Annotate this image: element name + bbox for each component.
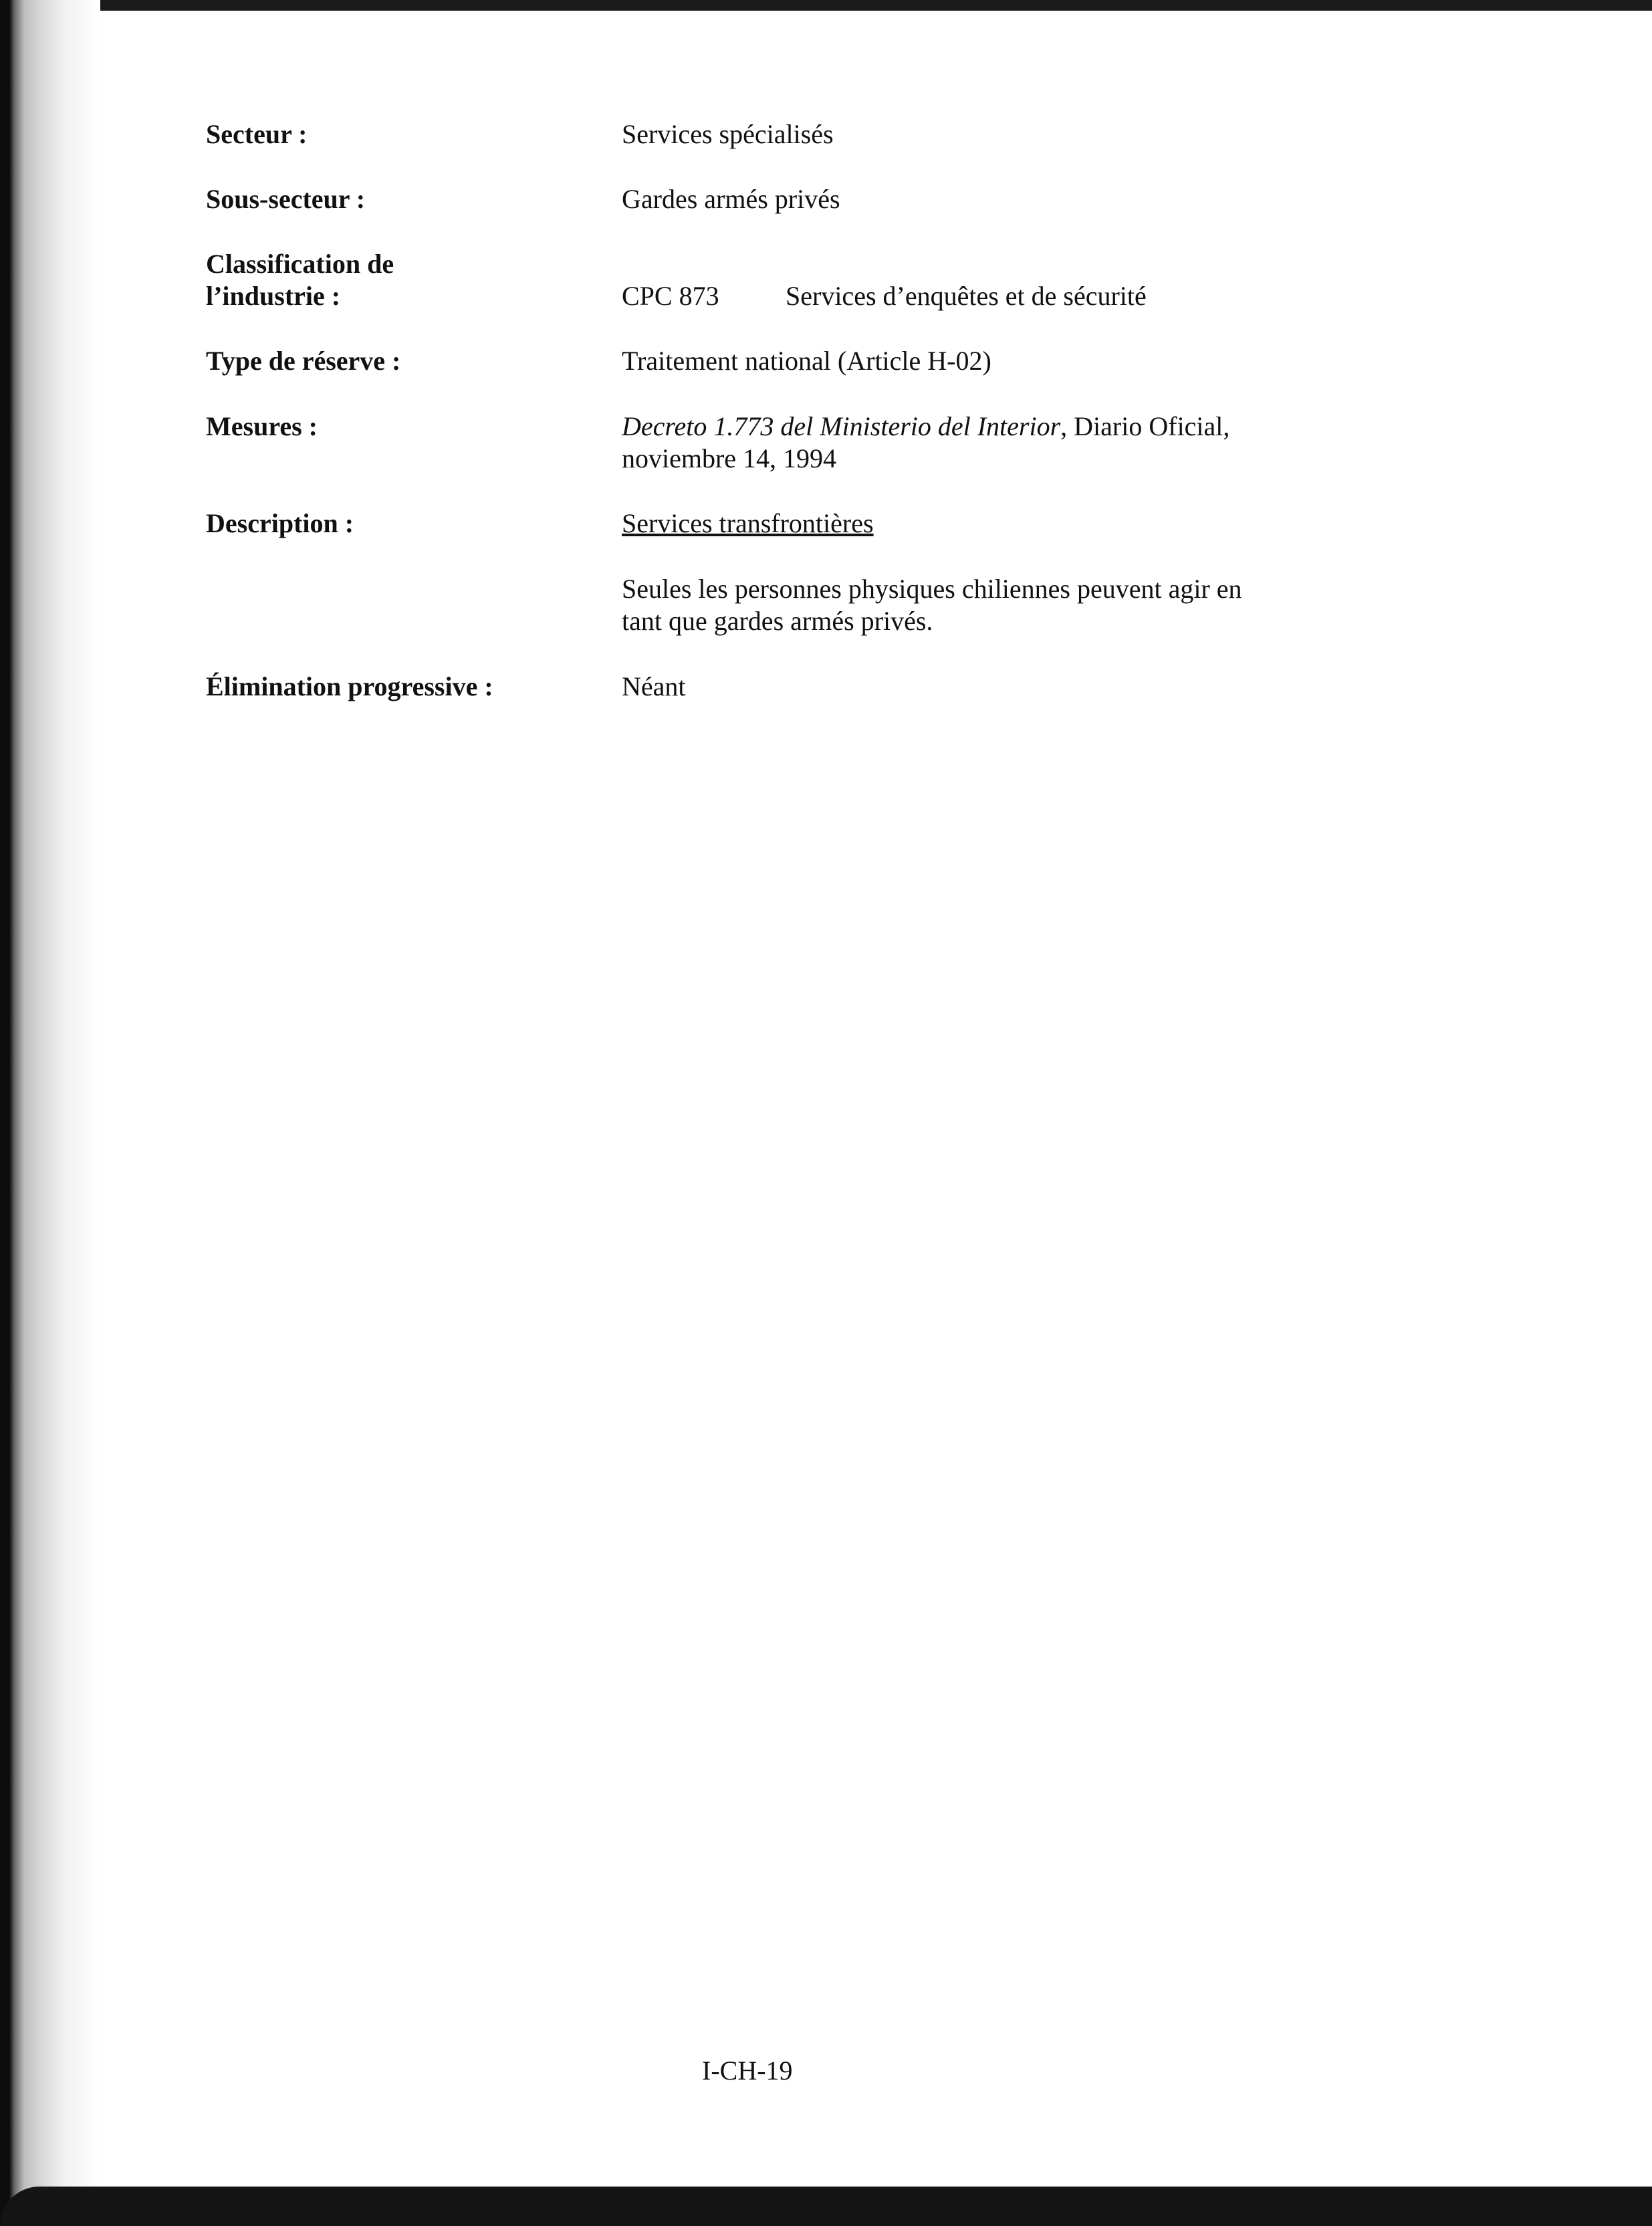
mesures-publication: , Diario Oficial, — [1060, 411, 1230, 441]
page-number: I-CH-19 — [702, 2055, 793, 2086]
mesures-label: Mesures : — [206, 411, 318, 441]
cpc-description: Services d’enquêtes et de sécurité — [786, 281, 1147, 311]
description-heading: Services transfrontières — [622, 508, 874, 538]
description-text-line2: tant que gardes armés privés. — [622, 606, 933, 636]
description-text-line1: Seules les personnes physiques chiliennes peuvent agir en — [622, 574, 1242, 604]
mesures-decree-title: Decreto 1.773 del Ministerio del Interior — [622, 411, 1061, 441]
elimination-label: Élimination progressive : — [206, 671, 493, 701]
sous-secteur-value: Gardes armés privés — [622, 184, 840, 214]
type-reserve-value: Traitement national (Article H-02) — [622, 346, 991, 376]
mesures-value-line1 — [622, 410, 1229, 443]
classification-value — [622, 280, 1147, 313]
cpc-code: CPC 873 — [622, 281, 719, 311]
classification-label-line2: l’industrie : — [206, 281, 341, 311]
description-label: Description : — [206, 508, 354, 538]
secteur-value: Services spécialisés — [622, 119, 834, 149]
elimination-value: Néant — [622, 671, 686, 701]
mesures-value-line2: noviembre 14, 1994 — [622, 443, 837, 473]
type-reserve-label: Type de réserve : — [206, 346, 401, 376]
sous-secteur-label: Sous-secteur : — [206, 184, 366, 214]
secteur-label: Secteur : — [206, 119, 308, 149]
classification-label-line1: Classification de — [206, 249, 394, 279]
